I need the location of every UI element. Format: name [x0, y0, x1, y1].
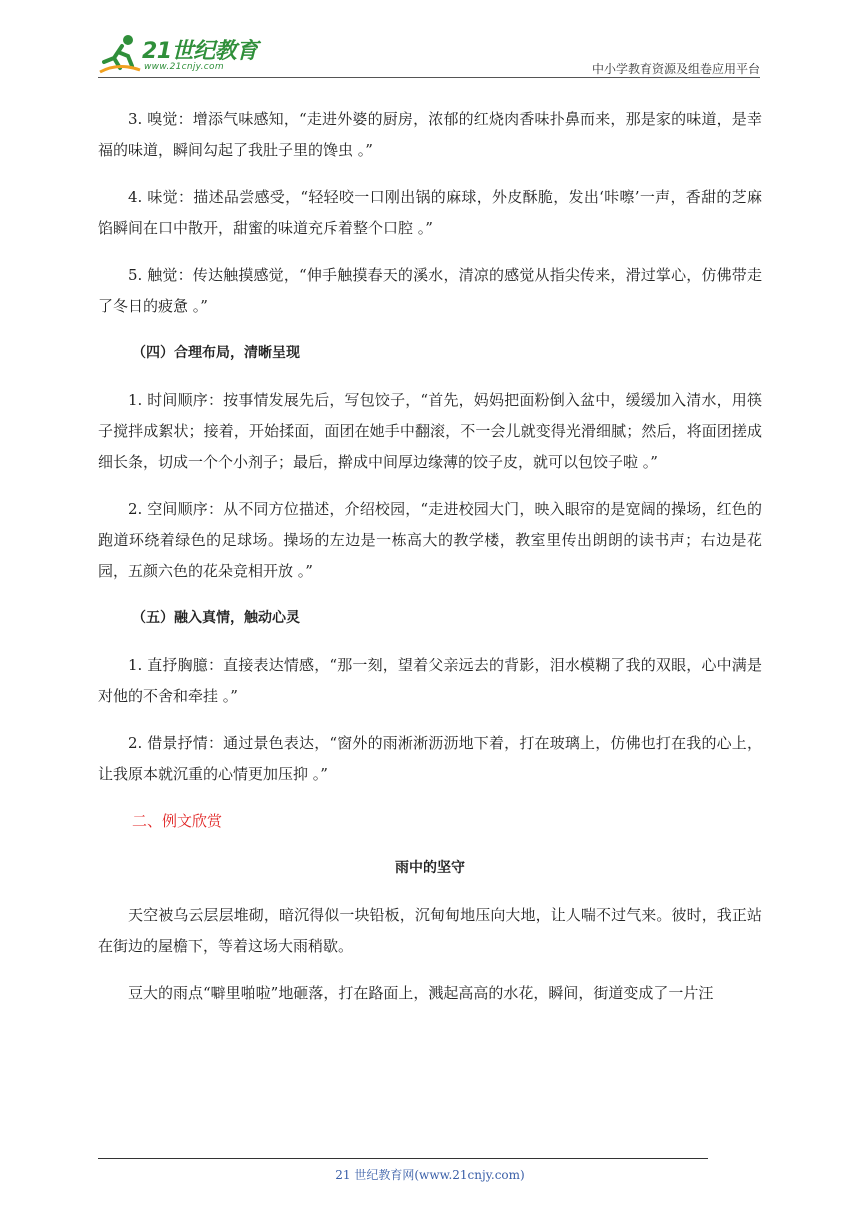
essay-paragraph-2: 豆大的雨点“噼里啪啦”地砸落，打在路面上，溅起高高的水花，瞬间，街道变成了一片汪: [128, 984, 714, 1002]
paragraph-smell: 3. 嗅觉：增添气味感知，“走进外婆的厨房，浓郁的红烧肉香味扑鼻而来，那是家的味道，是幸福的味道，瞬间勾起了我肚子里的馋虫 。”: [98, 110, 762, 159]
site-logo[interactable]: [98, 32, 268, 76]
paragraph-scenery-emotion: 2. 借景抒情：通过景色表达，“窗外的雨淅淅沥沥地下着，打在玻璃上，仿佛也打在我的心上，让我原本就沉重的心情更加压抑 。”: [98, 734, 762, 783]
essay-paragraph-1: 天空被乌云层层堆砌，暗沉得似一块铅板，沉甸甸地压向大地，让人喘不过气来。彼时，我正站在街边的屋檐下，等着这场大雨稍歇。: [98, 906, 762, 955]
section-heading-layout: （四）合理布局，清晰呈现: [132, 345, 300, 361]
section-heading-example: 二、例文欣赏: [132, 812, 223, 830]
document-body: [98, 104, 762, 1009]
runner-icon: [98, 32, 142, 76]
paragraph-taste: 4. 味觉：描述品尝感受，“轻轻咬一口刚出锅的麻球，外皮酥脆，发出‘咔嚓’一声，香甜的芝麻馅瞬间在口中散开，甜蜜的味道充斥着整个口腔 。”: [98, 188, 762, 237]
platform-name: 中小学教育资源及组卷应用平台: [591, 62, 760, 76]
paragraph-time-order: 1. 时间顺序：按事情发展先后，写包饺子，“首先，妈妈把面粉倒入盆中，缓缓加入清水，用筷子搅拌成絮状；接着，开始揉面，面团在她手中翻滚，不一会儿就变得光滑细腻；然后，将面团搓成细长条，切成一个个小剂子；最后，擀成中间厚边缘薄的饺子皮，就可以包饺子啦 。”: [98, 391, 762, 471]
page-header: [98, 30, 760, 80]
header-divider: [98, 77, 760, 78]
paragraph-direct-emotion: 1. 直抒胸臆：直接表达情感，“那一刻，望着父亲远去的背影，泪水模糊了我的双眼，心中满是对他的不舍和牵挂 。”: [98, 656, 762, 705]
footer-link[interactable]: 21 世纪教育网(www.21cnjy.com): [335, 1168, 525, 1182]
logo-text: 21世纪教育: [142, 39, 258, 64]
footer-divider: [98, 1158, 708, 1159]
logo-url: www.21cnjy.com: [144, 62, 224, 72]
paragraph-space-order: 2. 空间顺序：从不同方位描述，介绍校园，“走进校园大门，映入眼帘的是宽阔的操场，红色的跑道环绕着绿色的足球场。操场的左边是一栋高大的教学楼，教室里传出朗朗的读书声；右边是花园，五颜六色的花朵竞相开放 。”: [98, 500, 762, 580]
section-heading-emotion: （五）融入真情，触动心灵: [132, 610, 300, 626]
paragraph-touch: 5. 触觉：传达触摸感觉，“伸手触摸春天的溪水，清凉的感觉从指尖传来，滑过掌心，仿佛带走了冬日的疲惫 。”: [98, 266, 762, 315]
essay-title: 雨中的坚守: [395, 860, 465, 876]
